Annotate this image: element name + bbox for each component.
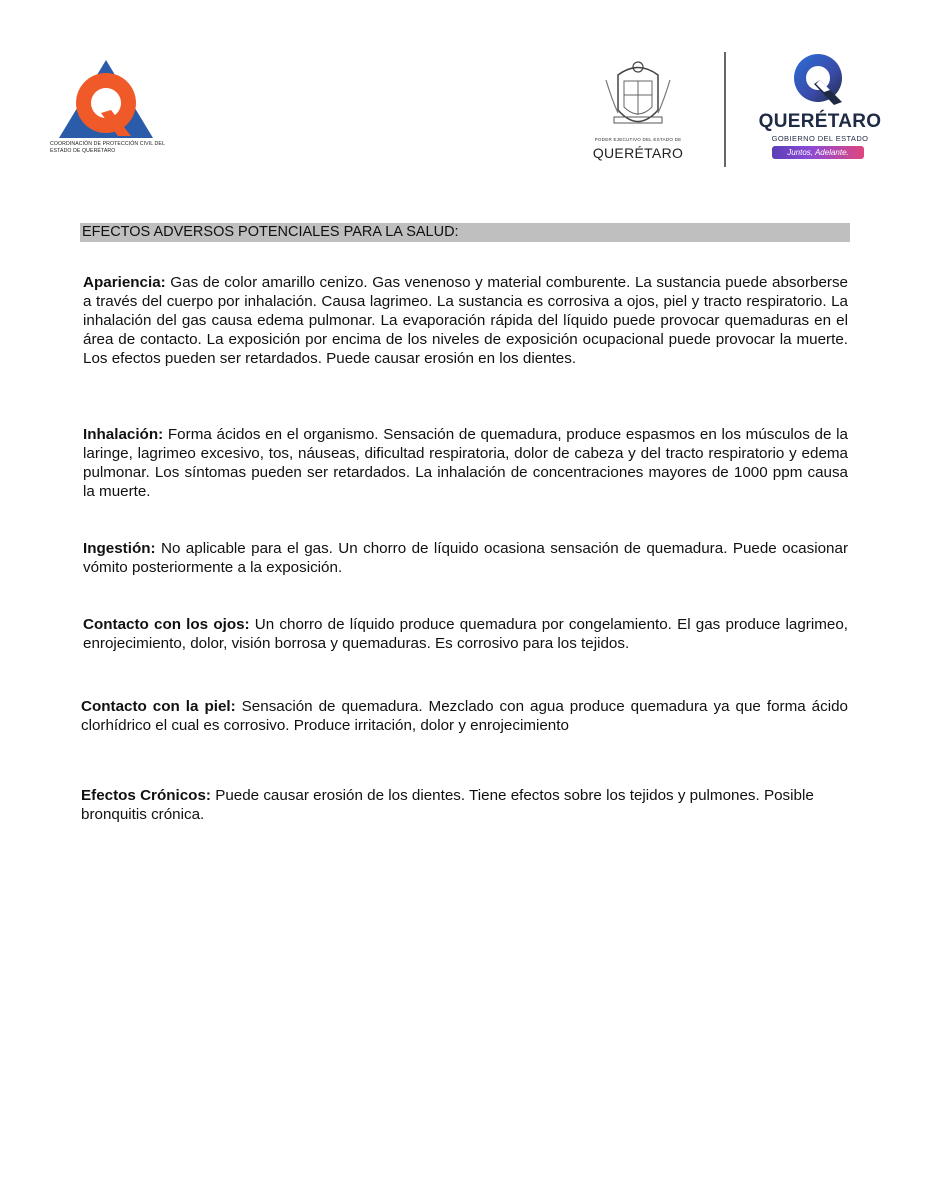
- paragraph-label: Contacto con los ojos:: [83, 616, 250, 633]
- proteccion-civil-logo-icon: [56, 58, 156, 140]
- queretaro-logo: [752, 52, 892, 167]
- paragraph-text: Gas de color amarillo cenizo. Gas venenoso y material comburente. La sustancia puede absorberse a través del cuerpo por inhalación. Causa lagrimeo. La sustancia es corrosiva a ojos, piel y tracto respiratorio. La inhalación del gas causa edema pulmonar. La evaporación rápida del líquido puede provocar quemaduras en el área de contacto. La exposición por encima de los niveles de exposición ocupacional puede provocar la muerte. Los efectos pueden ser retardados. Puede causar erosión en los dientes.: [83, 274, 848, 367]
- seal-caption-small: PODER EJECUTIVO DEL ESTADO DE: [594, 137, 682, 142]
- paragraph-label: Efectos Crónicos:: [81, 787, 211, 804]
- section-title: EFECTOS ADVERSOS POTENCIALES PARA LA SALUD:: [82, 224, 459, 240]
- paragraph-label: Ingestión:: [83, 540, 156, 557]
- queretaro-tagline: Juntos, Adelante.: [772, 146, 864, 159]
- paragraph-apariencia: [83, 273, 848, 368]
- paragraph-label: Inhalación:: [83, 426, 164, 443]
- paragraph-contacto-piel: [81, 697, 848, 735]
- section-title-bar: [80, 223, 850, 242]
- paragraph-text: Forma ácidos en el organismo. Sensación de quemadura, produce espasmos en los músculos de la laringe, lagrimeo excesivo, tos, náuseas, dificultad respiratoria, dolor de cabeza y del tracto respiratorio y edema pulmonar. Los síntomas pueden ser retardados. La inhalación de concentraciones mayores de 1000 ppm causa la muerte.: [83, 426, 848, 500]
- seal-caption: QUERÉTARO: [592, 145, 684, 161]
- paragraph-label: Contacto con la piel:: [81, 698, 236, 715]
- page-header: [0, 0, 927, 180]
- paragraph-label: Apariencia:: [83, 274, 166, 291]
- paragraph-text: No aplicable para el gas. Un chorro de líquido ocasiona sensación de quemadura. Puede ocasionar vómito posteriormente a la exposición.: [83, 540, 848, 576]
- state-seal-icon: [598, 55, 678, 135]
- paragraph-text: Sensación de quemadura. Mezclado con agua produce quemadura ya que forma ácido clorhídrico el cual es corrosivo. Produce irritación, dolor y enrojecimiento: [81, 698, 848, 734]
- queretaro-title: QUERÉTARO: [758, 111, 882, 132]
- queretaro-subtitle: GOBIERNO DEL ESTADO: [771, 134, 869, 143]
- paragraph-text: Puede causar erosión de los dientes. Tiene efectos sobre los tejidos y pulmones. Posible bronquitis crónica.: [81, 787, 814, 823]
- paragraph-contacto-ojos: [83, 615, 848, 653]
- header-divider: [724, 52, 726, 167]
- paragraph-inhalacion: [83, 425, 848, 501]
- paragraph-ingestion: [83, 539, 848, 577]
- paragraph-efectos-cronicos: [81, 786, 848, 824]
- proteccion-civil-logo: [50, 58, 170, 168]
- paragraph-text: Un chorro de líquido produce quemadura por congelamiento. El gas produce lagrimeo, enrojecimiento, dolor, visión borrosa y quemaduras. Es corrosivo para los tejidos.: [83, 616, 848, 652]
- queretaro-q-logo-icon: [790, 52, 850, 107]
- state-seal: [588, 55, 688, 167]
- proteccion-civil-text: COORDINACIÓN DE PROTECCIÓN CIVIL DEL ESTADO DE QUERÉTARO: [50, 141, 165, 154]
